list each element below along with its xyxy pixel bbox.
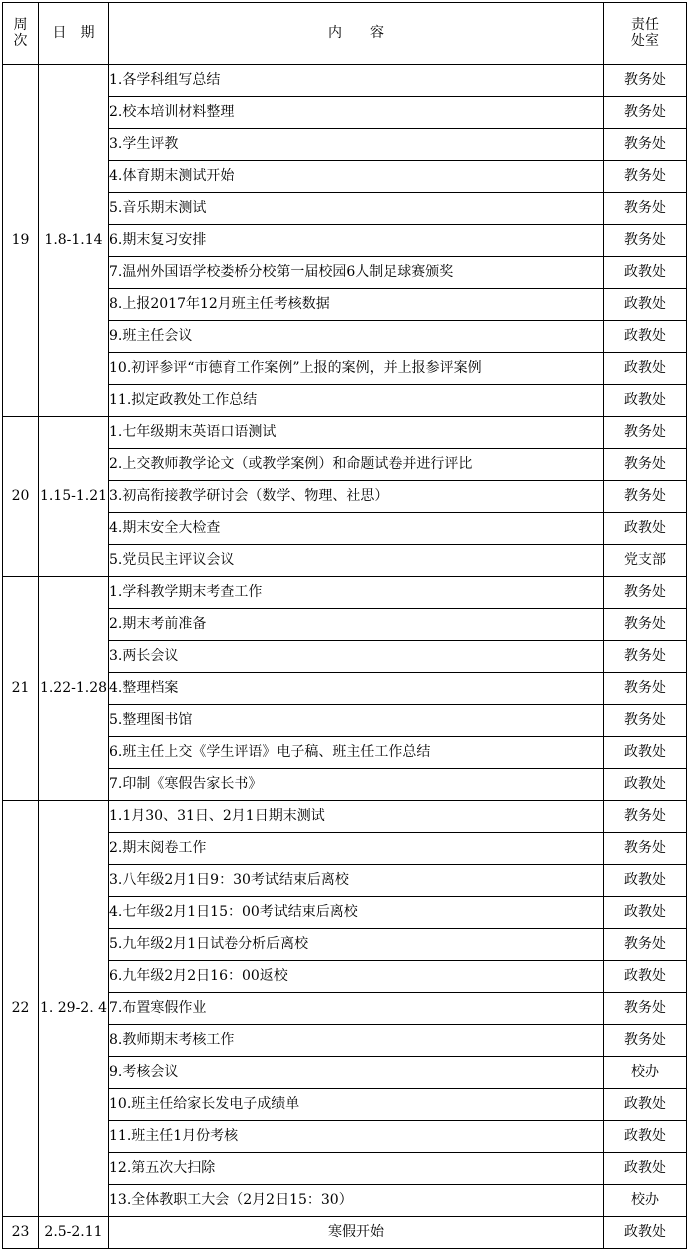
task-content: 9.班主任会议 [109,321,604,353]
task-content: 10.初评参评“市德育工作案例”上报的案例，并上报参评案例 [109,353,604,385]
header-week-line2: 次 [13,32,28,49]
responsible-dept: 政教处 [604,385,687,417]
responsible-dept: 政教处 [604,737,687,769]
task-content: 6.班主任上交《学生评语》电子稿、班主任工作总结 [109,737,604,769]
week-dates: 1.22-1.28 [39,577,109,801]
responsible-dept: 教务处 [604,929,687,961]
task-content: 9.考核会议 [109,1057,604,1089]
week-dates: 1. 29-2. 4 [39,801,109,1217]
week-dates: 2.5-2.11 [39,1217,109,1249]
week-number: 19 [3,65,39,417]
responsible-dept: 教务处 [604,993,687,1025]
responsible-dept: 政教处 [604,1121,687,1153]
responsible-dept: 教务处 [604,1025,687,1057]
header-row [3,3,687,65]
task-content: 11.班主任1月份考核 [109,1121,604,1153]
responsible-dept: 政教处 [604,321,687,353]
responsible-dept: 教务处 [604,65,687,97]
responsible-dept: 政教处 [604,897,687,929]
responsible-dept: 教务处 [604,641,687,673]
responsible-dept: 政教处 [604,1153,687,1185]
responsible-dept: 教务处 [604,449,687,481]
table-row [3,417,687,449]
responsible-dept: 政教处 [604,513,687,545]
responsible-dept: 教务处 [604,801,687,833]
responsible-dept: 党支部 [604,545,687,577]
week-number: 22 [3,801,39,1217]
task-content: 8.上报2017年12月班主任考核数据 [109,289,604,321]
responsible-dept: 政教处 [604,961,687,993]
week-dates: 1.8-1.14 [39,65,109,417]
task-content: 10.班主任给家长发电子成绩单 [109,1089,604,1121]
responsible-dept: 校办 [604,1057,687,1089]
task-content: 1.各学科组写总结 [109,65,604,97]
responsible-dept: 政教处 [604,289,687,321]
header-date: 日 期 [39,3,109,65]
task-content: 6.九年级2月2日16：00返校 [109,961,604,993]
task-content: 7.布置寒假作业 [109,993,604,1025]
task-content: 1.学科教学期末考查工作 [109,577,604,609]
responsible-dept: 政教处 [604,257,687,289]
schedule-table [2,2,687,1249]
responsible-dept: 教务处 [604,673,687,705]
responsible-dept: 政教处 [604,769,687,801]
task-content: 2.校本培训材料整理 [109,97,604,129]
task-content: 3.两长会议 [109,641,604,673]
week-dates: 1.15-1.21 [39,417,109,577]
responsible-dept: 教务处 [604,609,687,641]
responsible-dept: 政教处 [604,353,687,385]
header-week-line1: 周 [13,17,28,34]
task-content: 13.全体教职工大会（2月2日15：30） [109,1185,604,1217]
task-content: 4.体育期末测试开始 [109,161,604,193]
responsible-dept: 政教处 [604,865,687,897]
task-content: 3.初高衔接教学研讨会（数学、物理、社思） [109,481,604,513]
task-content: 6.期末复习安排 [109,225,604,257]
task-content: 5.整理图书馆 [109,705,604,737]
table-row [3,65,687,97]
task-content: 12.第五次大扫除 [109,1153,604,1185]
header-content: 内 容 [109,3,604,65]
task-content: 5.党员民主评议会议 [109,545,604,577]
task-content: 寒假开始 [109,1217,604,1249]
task-content: 1.1月30、31日、2月1日期末测试 [109,801,604,833]
task-content: 3.学生评教 [109,129,604,161]
task-content: 4.期末安全大检查 [109,513,604,545]
table-row [3,577,687,609]
task-content: 5.九年级2月1日试卷分析后离校 [109,929,604,961]
responsible-dept: 教务处 [604,129,687,161]
responsible-dept: 教务处 [604,833,687,865]
week-number: 23 [3,1217,39,1249]
responsible-dept: 教务处 [604,481,687,513]
task-content: 2.期末阅卷工作 [109,833,604,865]
task-content: 7.印制《寒假告家长书》 [109,769,604,801]
header-dept-line1: 责任 [631,17,659,34]
responsible-dept: 教务处 [604,417,687,449]
task-content: 4.整理档案 [109,673,604,705]
table-row [3,1217,687,1249]
week-number: 20 [3,417,39,577]
task-content: 4.七年级2月1日15：00考试结束后离校 [109,897,604,929]
responsible-dept: 政教处 [604,1217,687,1249]
responsible-dept: 教务处 [604,97,687,129]
header-dept [604,3,687,65]
task-content: 5.音乐期末测试 [109,193,604,225]
task-content: 8.教师期末考核工作 [109,1025,604,1057]
task-content: 3.八年级2月1日9：30考试结束后离校 [109,865,604,897]
task-content: 1.七年级期末英语口语测试 [109,417,604,449]
task-content: 11.拟定政教处工作总结 [109,385,604,417]
responsible-dept: 教务处 [604,193,687,225]
responsible-dept: 教务处 [604,225,687,257]
task-content: 2.上交教师教学论文（或教学案例）和命题试卷并进行评比 [109,449,604,481]
task-content: 2.期末考前准备 [109,609,604,641]
responsible-dept: 教务处 [604,705,687,737]
header-dept-line2: 处室 [631,32,659,49]
responsible-dept: 教务处 [604,161,687,193]
table-row [3,801,687,833]
schedule-body [3,3,687,1249]
responsible-dept: 教务处 [604,577,687,609]
responsible-dept: 政教处 [604,1089,687,1121]
week-number: 21 [3,577,39,801]
responsible-dept: 校办 [604,1185,687,1217]
header-week [3,3,39,65]
task-content: 7.温州外国语学校娄桥分校第一届校园6人制足球赛颁奖 [109,257,604,289]
